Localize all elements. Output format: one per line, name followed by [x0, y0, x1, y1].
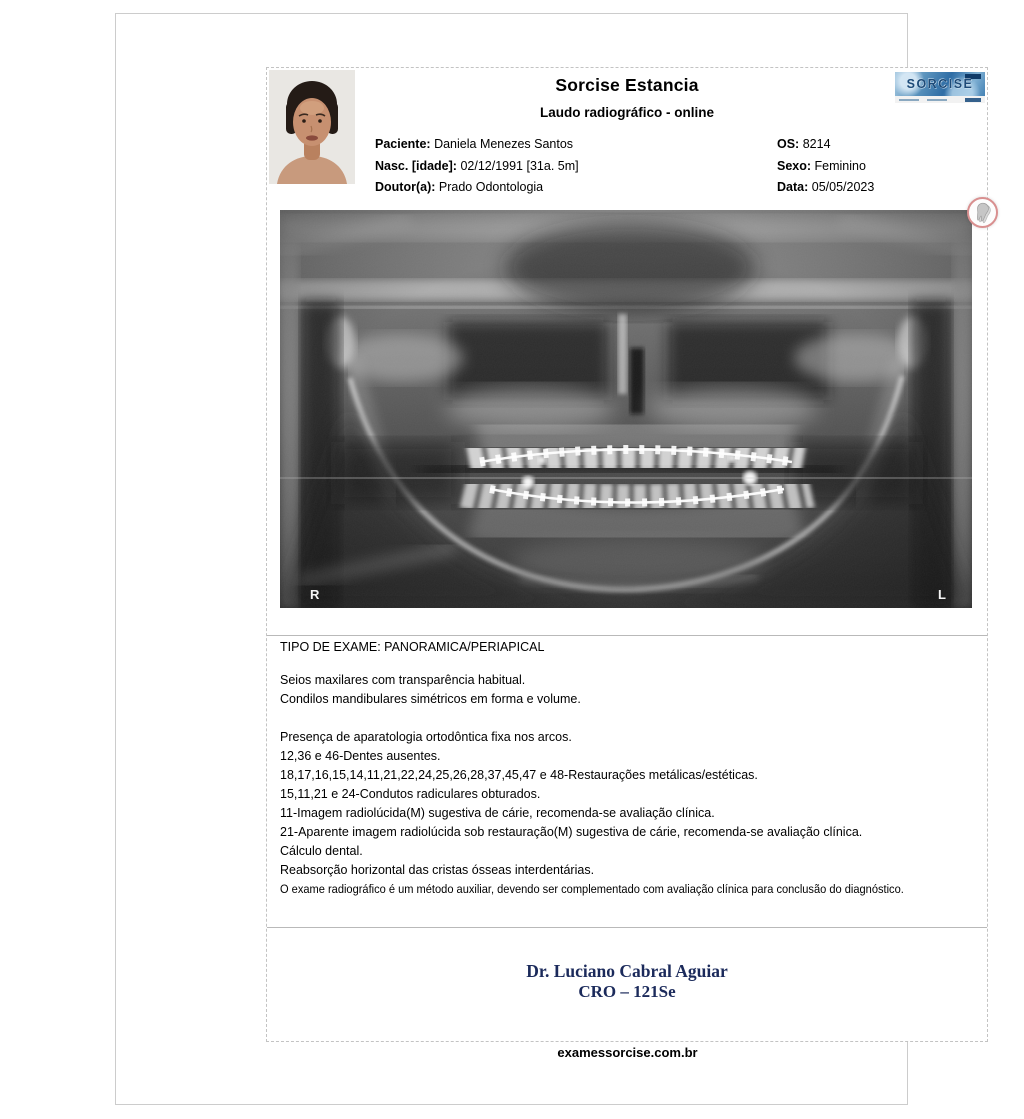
logo-text: SORCISE: [906, 77, 974, 91]
xray-left-marker: L: [938, 587, 946, 602]
report-line: 11-Imagem radiolúcida(M) sugestiva de cárie, recomenda-se avaliação clínica.: [280, 806, 715, 820]
logo-strip-item: [927, 99, 947, 101]
patient-name-label: Paciente:: [375, 137, 431, 151]
report-line: Presença de aparatologia ortodôntica fixa nos arcos.: [280, 730, 572, 744]
report-line: 21-Aparente imagem radiolúcida sob restauração(M) sugestiva de cárie, recomenda-se avaliação clínica.: [280, 825, 863, 839]
doctor-label: Doutor(a):: [375, 180, 436, 194]
os-row: [777, 137, 831, 151]
report-line: [280, 709, 976, 728]
panoramic-xray-image: [280, 210, 972, 608]
report-content-box: [266, 67, 988, 1042]
doctor-row: [375, 180, 543, 194]
date-row: [777, 180, 874, 194]
report-line: 15,11,21 e 24-Condutos radiculares obturados.: [280, 787, 541, 801]
birthdate-label: Nasc. [idade]:: [375, 159, 457, 173]
sex-row: [777, 159, 866, 173]
report-footnote: O exame radiográfico é um método auxiliar, devendo ser complementado com avaliação clínica para conclusão do diagnóstico.: [280, 882, 904, 896]
page-title: Sorcise Estancia: [555, 75, 699, 95]
report-gap: [280, 657, 976, 671]
logo-strip: [895, 96, 985, 103]
doctor-value: Prado Odontologia: [438, 180, 544, 194]
os-label: OS:: [777, 137, 800, 151]
date-label: Data:: [777, 180, 809, 194]
patient-name-row: [375, 137, 573, 151]
report-lines: [280, 671, 976, 880]
tooth-icon: [971, 200, 994, 226]
sex-value: Feminino: [814, 159, 866, 173]
report-line: Seios maxilares com transparência habitual.: [280, 673, 526, 687]
doctor-cro: CRO – 121Se: [578, 982, 676, 1001]
patient-name-value: Daniela Menezes Santos: [434, 137, 574, 151]
logo-strip-item: [899, 99, 919, 101]
report-line: 12,36 e 46-Dentes ausentes.: [280, 749, 441, 763]
signature-block: [267, 961, 987, 1002]
exam-type-line: TIPO DE EXAME: PANORAMICA/PERIAPICAL: [280, 640, 545, 654]
report-line: Condilos mandibulares simétricos em forma e volume.: [280, 692, 581, 706]
doctor-signature-name: Dr. Luciano Cabral Aguiar: [526, 961, 728, 981]
report-text-section: [280, 638, 976, 899]
report-line: Reabsorção horizontal das cristas ósseas interdentárias.: [280, 863, 595, 877]
report-page: [115, 13, 974, 1105]
os-value: 8214: [802, 137, 831, 151]
sex-label: Sexo:: [777, 159, 812, 173]
date-value: 05/05/2023: [811, 180, 875, 194]
logo-strip-block: [965, 98, 981, 102]
birthdate-row: [375, 159, 579, 173]
clinic-logo: [895, 72, 985, 103]
signature-top-divider: [267, 927, 987, 928]
website-footer: examessorcise.com.br: [557, 1045, 698, 1060]
report-line: Cálculo dental.: [280, 844, 363, 858]
xray-right-marker: R: [310, 587, 320, 602]
report-top-divider: [267, 635, 987, 636]
page-subtitle: Laudo radiográfico - online: [539, 105, 714, 120]
birthdate-value: 02/12/1991 [31a. 5m]: [460, 159, 579, 173]
panoramic-xray: [280, 210, 972, 608]
tooth-badge: [967, 197, 998, 228]
report-line: 18,17,16,15,14,11,21,22,24,25,26,28,37,45,47 e 48-Restaurações metálicas/estéticas.: [280, 768, 758, 782]
